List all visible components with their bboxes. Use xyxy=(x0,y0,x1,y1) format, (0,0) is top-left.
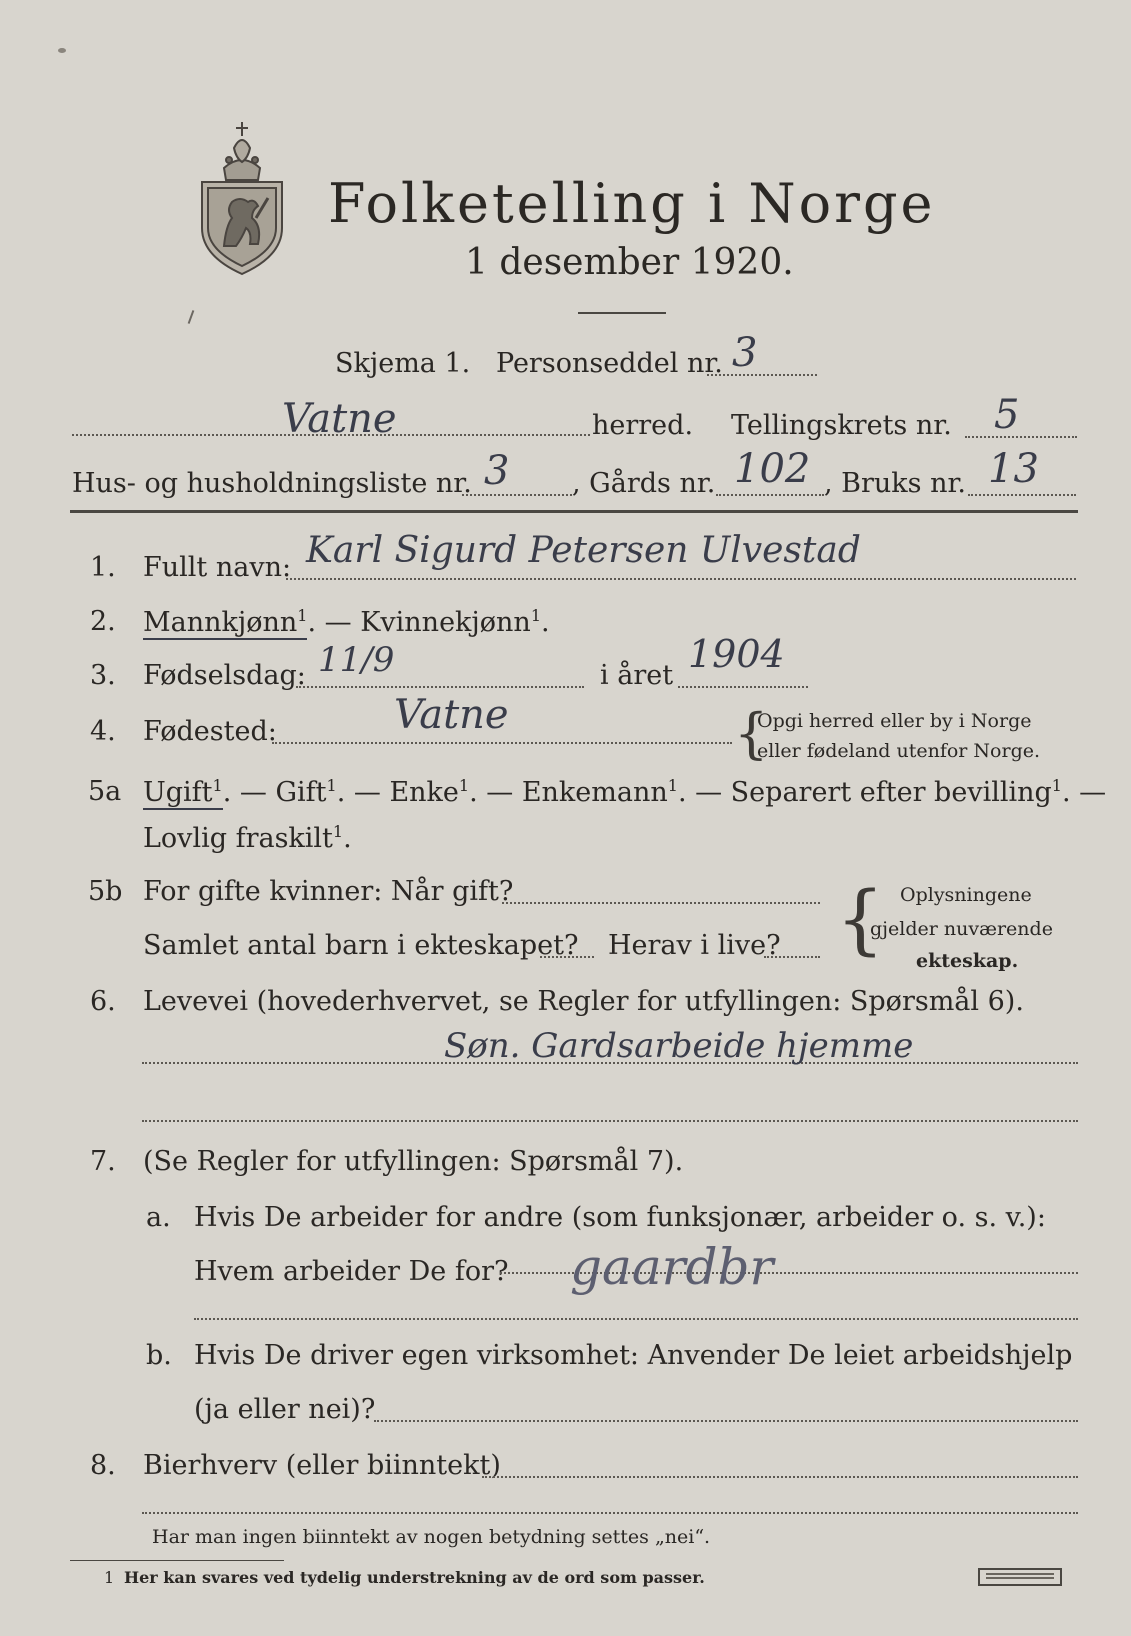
side-income-field-2[interactable] xyxy=(142,1512,1078,1514)
pen-mark xyxy=(188,310,195,324)
lovlig-fraskilt-label: Lovlig fraskilt xyxy=(143,823,333,854)
hired-help-field[interactable] xyxy=(374,1420,1078,1422)
herred-label: herred. xyxy=(592,410,694,441)
q2-number: 2. xyxy=(90,606,116,637)
married-when-field[interactable] xyxy=(502,902,820,904)
gards-label: , Gårds nr. xyxy=(572,468,716,499)
gards-value: 102 xyxy=(734,446,811,492)
hus-field[interactable] xyxy=(462,494,572,496)
printer-stamp xyxy=(978,1568,1062,1586)
q6-number: 6. xyxy=(90,986,116,1017)
q5b-brace: { xyxy=(836,874,885,963)
birth-year-value: 1904 xyxy=(688,632,785,676)
q8-label: Bierhverv (eller biinntekt) xyxy=(143,1450,501,1481)
birthday-value: 11/9 xyxy=(318,640,395,680)
q7a-label-line1: Hvis De arbeider for andre (som funksjonær, arbeider o. s. v.): xyxy=(194,1202,1046,1233)
q2-options: Mannkjønn$^1$. — Kvinnekjønn$^1$. xyxy=(143,606,550,638)
q4-number: 4. xyxy=(90,716,116,747)
option-enke[interactable]: . — Enke xyxy=(336,777,459,808)
q6-label: Levevei (hovederhvervet, se Regler for utfyllingen: Spørsmål 6). xyxy=(143,986,1024,1017)
q7-label: (Se Regler for utfyllingen: Spørsmål 7). xyxy=(143,1146,684,1177)
tellingskrets-value: 5 xyxy=(994,392,1020,438)
children-total-field[interactable] xyxy=(540,956,594,958)
footnote-text: Her kan svares ved tydelig understrekning av de ord som passer. xyxy=(124,1568,705,1587)
full-name-value: Karl Sigurd Petersen Ulvestad xyxy=(306,530,861,571)
personseddel-value: 3 xyxy=(732,330,758,376)
ink-dot xyxy=(58,48,66,53)
q1-label: Fullt navn: xyxy=(143,552,292,583)
mannkjonn-label: Mannkjønn xyxy=(143,607,298,638)
q7a-number: a. xyxy=(146,1202,171,1233)
footnote-marker: 1 xyxy=(104,1568,115,1587)
q5a-dash: . — xyxy=(1061,777,1107,808)
title-divider xyxy=(578,312,666,314)
tellingskrets-label: Tellingskrets nr. xyxy=(731,410,952,441)
q5b-note-line1: Oplysningene xyxy=(900,884,1032,906)
tellingskrets-field[interactable] xyxy=(965,436,1077,438)
q5a-number: 5a xyxy=(88,776,122,807)
employer-field-2[interactable] xyxy=(194,1318,1078,1320)
personseddel-field[interactable] xyxy=(707,374,817,376)
birth-year-field[interactable] xyxy=(678,686,808,688)
page-title: Folketelling i Norge xyxy=(328,172,936,235)
census-date: 1 desember 1920. xyxy=(465,242,794,283)
q5b-label-when: For gifte kvinner: Når gift? xyxy=(143,876,514,907)
bruks-label: , Bruks nr. xyxy=(824,468,967,499)
q5b-label-alive: Herav i live? xyxy=(608,930,781,961)
q3-label: Fødselsdag: xyxy=(143,660,306,691)
q8-note: Har man ingen biinntekt av nogen betydning settes „nei“. xyxy=(152,1526,711,1548)
birthplace-field[interactable] xyxy=(272,742,732,744)
hus-value: 3 xyxy=(484,448,510,494)
q5b-note-line2: gjelder nuværende xyxy=(870,918,1053,940)
side-income-field[interactable] xyxy=(482,1476,1078,1478)
option-ugift[interactable]: Ugift$^1$ xyxy=(143,776,223,808)
hus-label: Hus- og husholdningsliste nr. xyxy=(72,468,472,499)
option-mannkjonn[interactable]: Mannkjønn$^1$ xyxy=(143,606,308,638)
option-separert[interactable]: . — Separert efter bevilling xyxy=(677,777,1052,808)
option-kvinnekjonn[interactable]: . — Kvinnekjønn xyxy=(307,607,531,638)
bruks-field[interactable] xyxy=(968,494,1076,496)
option-enkemann[interactable]: . — Enkemann xyxy=(469,777,668,808)
q7b-label-line1: Hvis De driver egen virksomhet: Anvender De leiet arbeidshjelp xyxy=(194,1340,1073,1371)
herred-value: Vatne xyxy=(282,396,397,442)
children-alive-field[interactable] xyxy=(764,956,820,958)
q5b-note-line3: ekteskap. xyxy=(916,950,1019,972)
option-gift[interactable]: . — Gift xyxy=(222,777,327,808)
q7-number: 7. xyxy=(90,1146,116,1177)
option-lovlig-fraskilt[interactable]: Lovlig fraskilt$^1$. xyxy=(143,822,352,854)
bruks-value: 13 xyxy=(988,446,1039,492)
q5b-number: 5b xyxy=(88,876,123,907)
q5b-label-children: Samlet antal barn i ekteskapet? xyxy=(143,930,579,961)
q3-number: 3. xyxy=(90,660,116,691)
gards-field[interactable] xyxy=(716,494,824,496)
birthday-field[interactable] xyxy=(296,686,584,688)
q5a-options: Ugift$^1$. — Gift$^1$. — Enke$^1$. — Enkemann$^1$. — Separert efter bevilling$^1$. — xyxy=(143,776,1107,808)
q4-note-line1: Opgi herred eller by i Norge xyxy=(757,710,1032,732)
personseddel-label: Personseddel nr. xyxy=(496,348,723,379)
header-separator xyxy=(70,510,1078,513)
ugift-label: Ugift xyxy=(143,777,213,808)
printer-stamp-inner xyxy=(986,1573,1054,1579)
full-name-field[interactable] xyxy=(286,578,1076,580)
employer-value: gaardbr xyxy=(570,1238,774,1296)
q1-number: 1. xyxy=(90,552,116,583)
q7b-number: b. xyxy=(146,1340,172,1371)
occupation-value: Søn. Gardsarbeide hjemme xyxy=(444,1026,914,1066)
coat-of-arms-icon xyxy=(196,118,288,276)
q5a-line2-end: . xyxy=(343,823,352,854)
q7b-label-line2: (ja eller nei)? xyxy=(194,1394,376,1425)
q7a-label-line2: Hvem arbeider De for? xyxy=(194,1256,509,1287)
q8-number: 8. xyxy=(90,1450,116,1481)
birthplace-value: Vatne xyxy=(394,692,509,738)
q4-label: Fødested: xyxy=(143,716,277,747)
q4-brace: { xyxy=(734,702,769,765)
occupation-field-2[interactable] xyxy=(142,1120,1078,1122)
skjema-label: Skjema 1. xyxy=(335,348,471,379)
q2-end: . xyxy=(541,607,550,638)
footnote-rule xyxy=(70,1560,284,1561)
q4-note-line2: eller fødeland utenfor Norge. xyxy=(757,740,1041,762)
q3-year-label: i året xyxy=(600,660,674,691)
